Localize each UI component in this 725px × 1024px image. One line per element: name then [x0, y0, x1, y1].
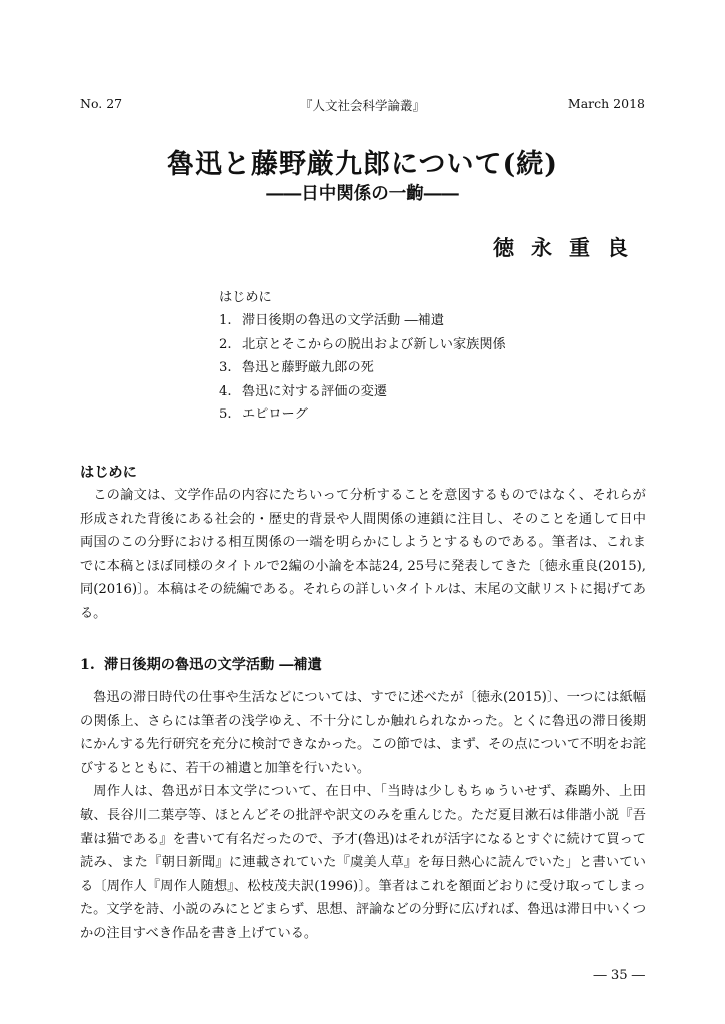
- toc-item-number: 4.: [219, 383, 232, 399]
- table-of-contents: [219, 286, 506, 427]
- running-header: [0, 96, 725, 116]
- toc-item-label: 北京とそこからの脱出および新しい家族関係: [242, 336, 506, 352]
- section-1-heading: [80, 654, 322, 674]
- toc-item: [219, 356, 506, 380]
- toc-item: [219, 403, 506, 427]
- toc-item-number: 3.: [219, 360, 232, 376]
- paper-title: 魯迅と藤野厳九郎について(続): [166, 149, 558, 180]
- toc-item-label: 魯迅と藤野厳九郎の死: [242, 360, 374, 376]
- intro-heading: はじめに: [80, 465, 137, 481]
- section-number: 1.: [80, 657, 95, 673]
- section-paragraph: 周作人は、魯迅が日本文学について、在日中、「当時は少しもちゅういせず、森鷗外、上田敏、長谷川二葉亭等、ほとんどその批評や訳文のみを重んじた。ただ夏目漱石は俳諧小説『吾輩は猫である』を書いて有名だったので、予才(魯迅)はそれが活字になるとすぐに続けて買って読み、また『朝日新聞』に連載されていた『虞美人草』を毎日熱心に読んでいた」と書いている〔周作人『周作人随想』、松枝茂夫訳(1996)〕。筆者はこれを額面どおりに受け取ってしまった。文学を詩、小説のみにとどまらず、思想、評論などの分野に広げれば、魯迅は滞日中いくつかの注目すべき作品を書き上げている。: [80, 784, 647, 941]
- author-name: 徳永重良: [493, 235, 645, 260]
- toc-item-number: 1.: [219, 313, 232, 328]
- toc-item-number: 5.: [219, 407, 232, 423]
- toc-item-label: 魯迅に対する評価の変遷: [242, 383, 388, 399]
- toc-item-number: 2.: [219, 336, 232, 352]
- toc-item: [219, 380, 506, 404]
- toc-item-label: エピローグ: [242, 407, 308, 423]
- section-paragraph: 魯迅の滞日時代の仕事や生活などについては、すでに述べたが〔徳永(2015)〕、一つには紙幅の関係上、さらには筆者の浅学ゆえ、不十分にしか触れられなかった。とくに魯迅の滞日後期にかんする先行研究を充分に検討できなかった。この節では、まず、その点について不明をお詫びするとともに、若干の補遺と加筆を行いたい。: [80, 690, 646, 776]
- toc-item: [219, 333, 506, 357]
- toc-item: [219, 309, 506, 333]
- issue-date: March 2018: [567, 96, 645, 111]
- toc-heading: はじめに: [219, 290, 272, 305]
- page-number: ― 35 ―: [593, 968, 645, 983]
- intro-paragraph: この論文は、文学作品の内容にたちいって分析することを意図するものではなく、それらが形成された背後にある社会的・歴史的背景や人間関係の連鎖に注目し、そのことを通して日中両国のこの分野における相互関係の一端を明らかにしようとするものである。筆者は、これまでに本稿とほぼ同様のタイトルで2編の小論を本誌24, 25号に発表してきた〔徳永重良(2015), 同(2016)〕。本稿はその続編である。それらの詳しいタイトルは、末尾の文献リストに掲げてある。: [80, 488, 646, 621]
- paper-subtitle: ――日中関係の一齣――: [266, 184, 459, 204]
- issue-number: No. 27: [80, 96, 123, 111]
- journal-name: 『人文社会科学論叢』: [299, 98, 425, 113]
- intro-body: [80, 484, 646, 626]
- toc-item-label: 滞日後期の魯迅の文学活動 ―補遺: [242, 313, 445, 328]
- section-1-body: [80, 686, 646, 946]
- section-title: 滞日後期の魯迅の文学活動 ―補遺: [104, 657, 322, 673]
